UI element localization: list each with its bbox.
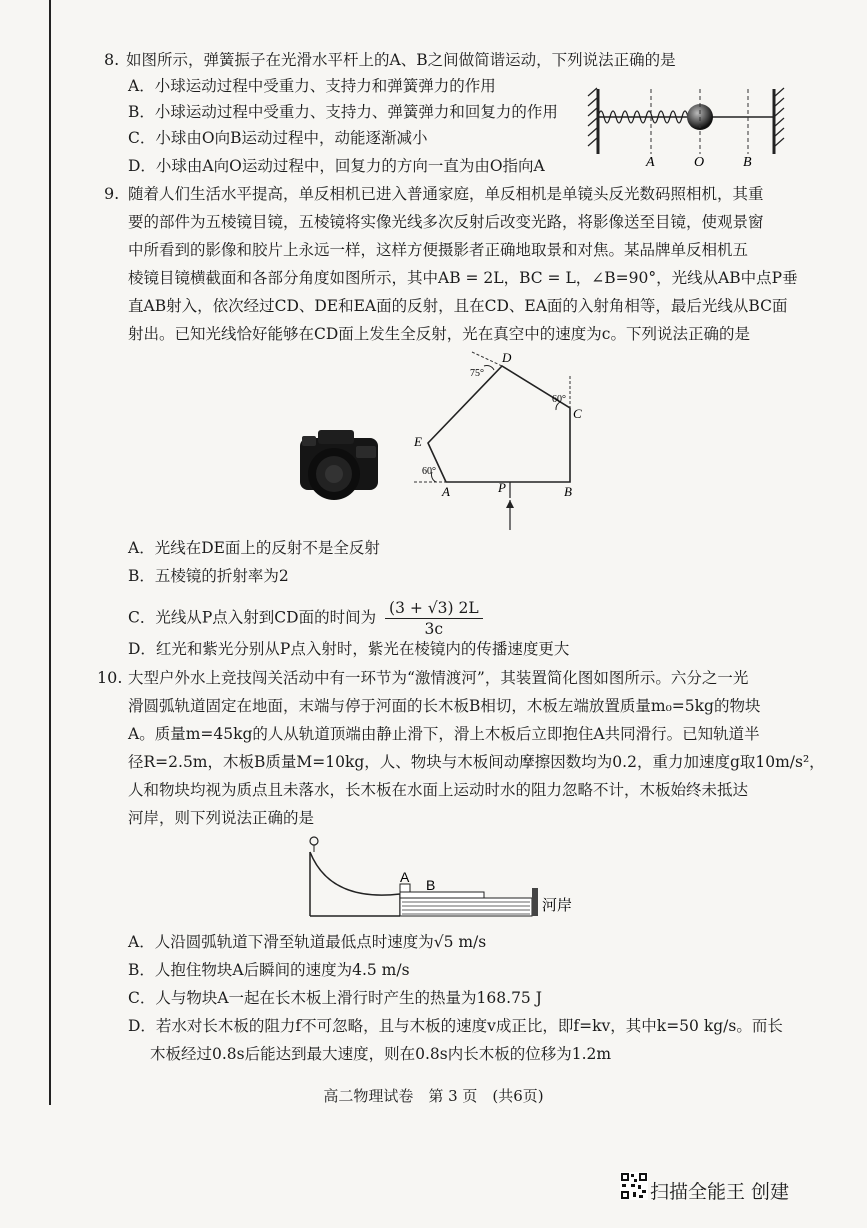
q9-option-c-text: C．光线从P点入射到CD面的时间为: [128, 608, 377, 627]
q10-line-1: 大型户外水上竞技闯关活动中有一环节为“激情渡河”，其装置简化图如图所示。六分之一光: [128, 669, 749, 687]
q9-line-5: 直AB射入，依次经过CD、DE和EA面的反射，且在CD、EA面的入射角相等，最后光线从BC面: [128, 297, 788, 315]
q8-option-b: B．小球运动过程中受重力、支持力、弹簧弹力和回复力的作用: [128, 103, 558, 121]
river-bank: [532, 888, 538, 916]
q10-line-4: 径R=2.5m，木板B质量M=10kg，人、物块与木板间动摩擦因数均为0.2，重力加速度g取10m/s²，: [128, 753, 825, 771]
q10-line-6: 河岸，则下列说法正确的是: [128, 809, 315, 827]
q9-option-a: A．光线在DE面上的反射不是全反射: [128, 539, 380, 557]
q10-option-d-line-2: 木板经过0.8s后能达到最大速度，则在0.8s内长木板的位移为1.2m: [150, 1045, 612, 1063]
prism-outline: [428, 366, 570, 482]
block-a: [400, 884, 410, 892]
q10-line-2: 滑圆弧轨道固定在地面，末端与停于河面的长木板B相切，木板左端放置质量m₀=5kg的物块: [128, 697, 761, 715]
fig-label-bank: 河岸: [542, 897, 573, 914]
prism-label-p: P: [498, 480, 506, 495]
spring-oscillator-figure: [584, 84, 794, 174]
qr-code-icon: [620, 1172, 648, 1200]
q8-option-d: D．小球由A向O运动过程中，回复力的方向一直为由O指向A: [128, 157, 545, 175]
incident-arrow: [506, 500, 514, 508]
q9-line-4: 棱镜目镜横截面和各部分角度如图所示，其中AB = 2L，BC = L，∠B=90°，光线从AB中点P垂: [128, 269, 798, 287]
angle-d-label: 75°: [470, 368, 484, 379]
q10-option-b: B．人抱住物块A后瞬间的速度为4.5 m/s: [128, 961, 410, 979]
q9-number: 9.: [104, 184, 120, 203]
fraction-denominator: 3c: [424, 620, 444, 638]
board-b: [400, 892, 484, 898]
water: [400, 898, 532, 916]
q8-number: 8.: [104, 50, 120, 69]
q10-option-a: A．人沿圆弧轨道下滑至轨道最低点时速度为√5 m/s: [128, 933, 487, 951]
fig-label-a: A: [646, 155, 655, 170]
q10-option-c: C．人与物块A一起在长木板上滑行时产生的热量为168.75 J: [128, 989, 542, 1007]
prism-label-d: D: [502, 350, 512, 365]
q10-number: 10.: [97, 668, 123, 687]
angle-c-label: 60°: [552, 394, 566, 405]
pentaprism-figure: [410, 350, 590, 535]
q8-option-c: C．小球由O向B运动过程中，动能逐渐减小: [128, 129, 428, 147]
fig-label-o: O: [694, 155, 705, 170]
q8-stem: 如图所示，弹簧振子在光滑水平杆上的A、B之间做简谐运动，下列说法正确的是: [126, 51, 676, 69]
prism-label-e: E: [414, 434, 422, 449]
q10-line-5: 人和物块均视为质点且未落水，长木板在水面上运动时水的阻力忽略不计，木板始终未抵达: [128, 781, 749, 799]
angle-a-label: 60°: [422, 466, 436, 477]
prism-label-a: A: [442, 484, 450, 499]
scanner-watermark: 扫描全能王 创建: [650, 1181, 790, 1203]
fig-label-b: B: [743, 155, 752, 170]
q10-option-d-line-1: D．若水对长木板的阻力f不可忽略，且与木板的速度v成正比，即f=kv，其中k=50 kg/s。而长: [128, 1017, 783, 1035]
binding-line: [49, 0, 51, 1105]
q9-line-1: 随着人们生活水平提高，单反相机已进入普通家庭，单反相机是单镜头反光数码照相机，其重: [128, 185, 764, 203]
river-crossing-figure: [300, 832, 580, 927]
q9-option-d: D．红光和紫光分别从P点入射时，紫光在棱镜内的传播速度更大: [128, 640, 570, 658]
person-icon: [310, 837, 318, 845]
q9-line-6: 射出。已知光线恰好能够在CD面上发生全反射，光在真空中的速度为c。下列说法正确的是: [128, 325, 750, 343]
arc-track: [310, 852, 400, 895]
q9-option-c: [128, 598, 487, 639]
camera-image: [296, 428, 384, 504]
fig-label-board-b: B: [426, 877, 436, 893]
fig-label-block-a: A: [400, 869, 410, 885]
q10-line-3: A。质量m=45kg的人从轨道顶端由静止滑下，滑上木板后立即抱住A共同滑行。已知轨道半: [128, 725, 760, 743]
page-footer: 高二物理试卷 第 3 页 (共6页): [323, 1087, 544, 1105]
fraction-numerator: (3 + √3) 2L: [385, 598, 483, 619]
time-fraction: [385, 598, 483, 639]
prism-label-b: B: [564, 484, 572, 499]
q9-line-3: 中所看到的影像和胶片上永远一样，这样方便摄影者正确地取景和对焦。某品牌单反相机五: [128, 241, 749, 259]
q9-line-2: 要的部件为五棱镜目镜，五棱镜将实像光线多次反射后改变光路，将影像送至目镜，使观景窗: [128, 213, 764, 231]
prism-label-c: C: [573, 406, 582, 421]
q9-option-b: B．五棱镜的折射率为2: [128, 567, 289, 585]
q8-option-a: A．小球运动过程中受重力、支持力和弹簧弹力的作用: [128, 77, 496, 95]
